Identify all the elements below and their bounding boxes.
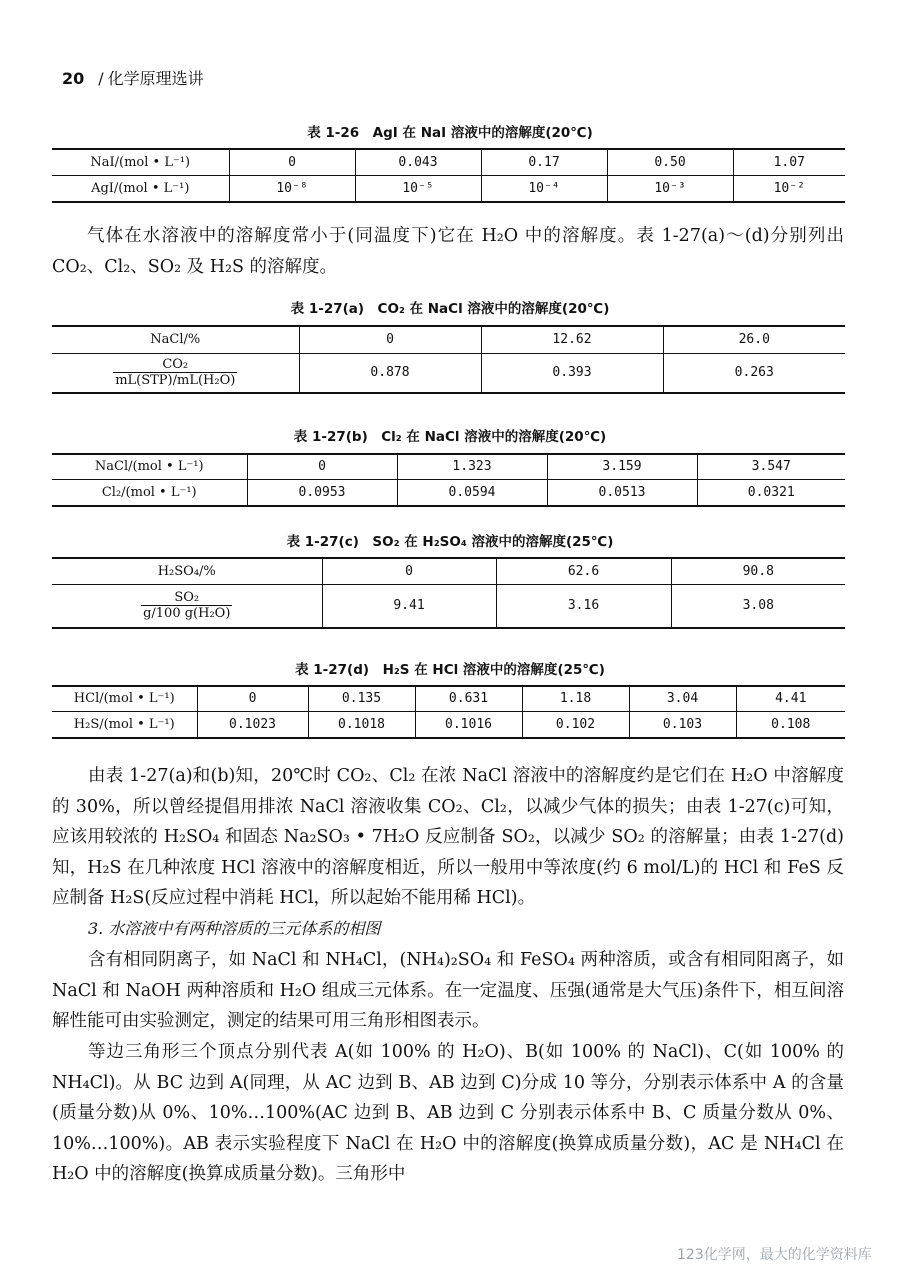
table-cell-label: AgI/(mol • L⁻¹) [52, 175, 229, 202]
paragraph-triangle-diagram: 等边三角形三个顶点分别代表 A(如 100% 的 H₂O)、B(如 100% 的 NaCl)、C(如 100% 的 NH₄Cl)。从 BC 边到 A(同理，从 AC 边到 B、AB 边到 C)分成 10 等分，分别表示体系中 A 的含量(质量分数)从 0%、10%…100%(AC 边到 B、AB 边到 C 分别表示体系中 B、C 质量分数从 0%、10%…100%)。AB 表示实验程度下 NaCl 在 H₂O 中的溶解度(换算成质量分数)，AC 是 NH₄Cl 在 H₂O 中的溶解度(换算成质量分数)。三角形中 [52, 1042, 844, 1185]
paragraph-ternary-system: 含有相同阴离子，如 NaCl 和 NH₄Cl，(NH₄)₂SO₄ 和 FeSO₄ 两种溶质，或含有相同阳离子，如 NaCl 和 NaOH 两种溶质和 H₂O 组成三元体系。在一定温度、压强(通常是大气压)条件下，相互间溶解性能可由实验测定，测定的结果可用三角形相图表示。 [52, 950, 844, 1032]
table-126-caption: 表 1-26 AgI 在 NaI 溶液中的溶解度(20℃) [307, 125, 593, 141]
table-cell: 0.393 [481, 353, 663, 393]
table-127b [52, 453, 845, 507]
table-cell: 12.62 [481, 326, 663, 353]
table-cell: 90.8 [671, 558, 845, 584]
paragraph-table-discussion: 由表 1-27(a)和(b)知，20℃时 CO₂、Cl₂ 在浓 NaCl 溶液中的溶解度约是它们在 H₂O 中溶解度的 30%，所以曾经提倡用排浓 NaCl 溶液收集 CO₂、Cl₂，以减少气体的损失；由表 1-27(c)可知，应该用较浓的 H₂SO₄ 和固态 Na₂SO₃ • 7H₂O 反应制备 SO₂，以减少 SO₂ 的溶解量；由表 1-27(d)知，H₂S 在几种浓度 HCl 溶液中的溶解度相近，所以一般用中等浓度(约 6 mol/L)的 HCl 和 FeS 反应制备 H₂S(反应过程中消耗 HCl，所以起始不能用稀 HCl)。 [52, 766, 844, 909]
paragraph-gas-solubility: 气体在水溶液中的溶解度常小于(同温度下)它在 H₂O 中的溶解度。表 1-27(a)～(d)分别列出 CO₂、Cl₂、SO₂ 及 H₂S 的溶解度。 [52, 226, 844, 277]
table-cell-label: Cl₂/(mol • L⁻¹) [52, 479, 247, 506]
table-cell: 0.17 [481, 149, 607, 175]
table-cell: 10⁻⁴ [481, 175, 607, 202]
table-cell: 0 [247, 454, 397, 479]
table-cell: 10⁻⁵ [355, 175, 481, 202]
table-cell: 0.0953 [247, 479, 397, 506]
section-heading: 3. 水溶液中有两种溶质的三元体系的相图 [88, 919, 381, 938]
table-cell: 0.631 [415, 686, 522, 711]
page-number: 20 [62, 69, 85, 88]
table-cell-label: H₂SO₄/% [52, 558, 322, 584]
table-127b-caption: 表 1-27(b) Cl₂ 在 NaCl 溶液中的溶解度(20℃) [293, 429, 607, 445]
table-127d [52, 685, 845, 739]
table-cell: 0.263 [663, 353, 845, 393]
table-127c [52, 557, 845, 629]
table-127a-caption: 表 1-27(a) CO₂ 在 NaCl 溶液中的溶解度(20℃) [290, 301, 610, 317]
table-cell: 3.04 [629, 686, 736, 711]
table-cell: 0.103 [629, 711, 736, 738]
table-cell: 0.1023 [197, 711, 308, 738]
watermark: 123化学网，最大的化学资料库 [677, 1247, 872, 1263]
fraction-label: $\frac{\text{SO₂}}{\text{g/100 g(H₂O)}}$ [143, 590, 231, 622]
table-cell: 0.1018 [308, 711, 415, 738]
table-cell: 0.0594 [397, 479, 547, 506]
table-cell: 9.41 [322, 584, 496, 628]
table-cell: 0.102 [522, 711, 629, 738]
table-cell: 0 [299, 326, 481, 353]
table-cell-label: NaI/(mol • L⁻¹) [52, 149, 229, 175]
table-cell: 0.50 [607, 149, 733, 175]
table-cell: 0 [322, 558, 496, 584]
table-cell-label: HCl/(mol • L⁻¹) [52, 686, 197, 711]
table-127d-caption: 表 1-27(d) H₂S 在 HCl 溶液中的溶解度(25℃) [295, 662, 605, 678]
table-cell-label: H₂S/(mol • L⁻¹) [52, 711, 197, 738]
table-cell-label [52, 353, 299, 393]
table-cell: 0 [197, 686, 308, 711]
table-cell-label [52, 584, 322, 628]
table-127c-caption: 表 1-27(c) SO₂ 在 H₂SO₄ 溶液中的溶解度(25℃) [286, 534, 614, 550]
table-cell: 10⁻² [733, 175, 845, 202]
table-cell-label: NaCl/% [52, 326, 299, 353]
table-cell: 3.159 [547, 454, 697, 479]
page-header [62, 66, 204, 89]
table-cell: 4.41 [736, 686, 845, 711]
table-cell: 0.878 [299, 353, 481, 393]
table-cell: 1.18 [522, 686, 629, 711]
table-cell: 0 [229, 149, 355, 175]
table-cell: 3.547 [697, 454, 845, 479]
table-cell: 3.16 [496, 584, 671, 628]
table-cell: 0.135 [308, 686, 415, 711]
table-cell: 0.0513 [547, 479, 697, 506]
table-cell: 10⁻⁸ [229, 175, 355, 202]
table-126 [52, 148, 845, 203]
table-cell-label: NaCl/(mol • L⁻¹) [52, 454, 247, 479]
table-cell: 1.07 [733, 149, 845, 175]
table-cell: 0.0321 [697, 479, 845, 506]
table-cell: 10⁻³ [607, 175, 733, 202]
table-cell: 0.1016 [415, 711, 522, 738]
header-separator: / [98, 69, 104, 88]
table-cell: 26.0 [663, 326, 845, 353]
table-cell: 62.6 [496, 558, 671, 584]
table-cell: 0.108 [736, 711, 845, 738]
table-cell: 3.08 [671, 584, 845, 628]
table-127a [52, 325, 845, 394]
fraction-label: $\frac{\text{CO₂}}{\text{mL(STP)/mL(H₂O)}}$ [115, 357, 236, 389]
book-title: 化学原理选讲 [107, 69, 204, 88]
table-cell: 1.323 [397, 454, 547, 479]
table-cell: 0.043 [355, 149, 481, 175]
